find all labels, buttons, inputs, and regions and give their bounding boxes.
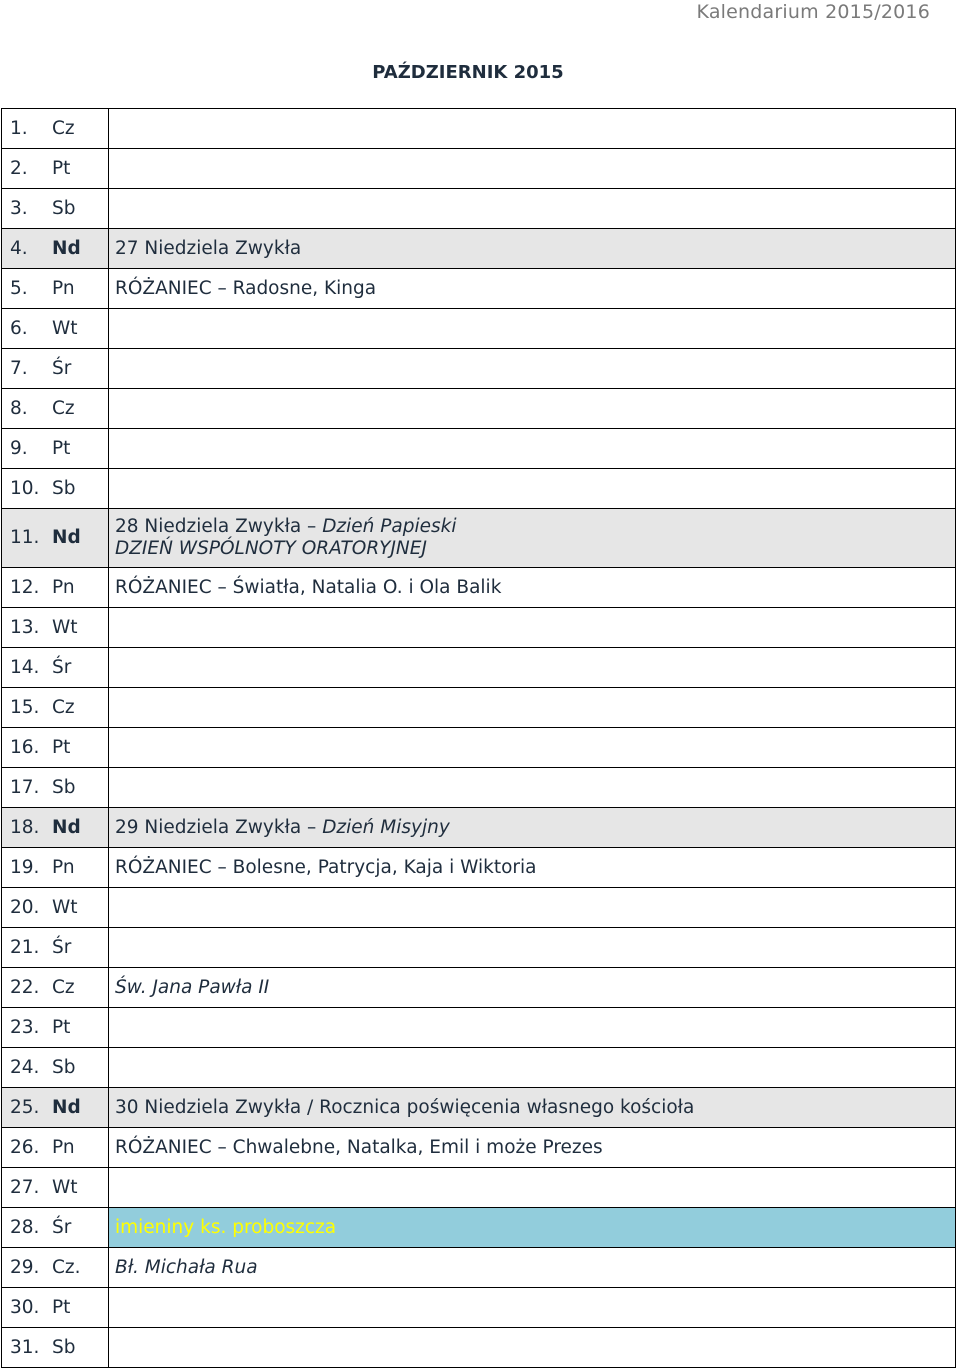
event-description [109,608,956,648]
weekday: Cz [50,968,109,1008]
calendar-row [2,1248,956,1288]
event-description [109,568,956,608]
calendar-row [2,189,956,229]
calendar-row [2,968,956,1008]
event-description [109,1088,956,1128]
event-text: 29 Niedziela Zwykła – [115,816,323,838]
calendar-row [2,568,956,608]
weekday: Pt [50,1288,109,1328]
weekday: Wt [50,608,109,648]
day-number: 9. [2,429,51,469]
event-description [109,888,956,928]
event-description [109,189,956,229]
calendar-row [2,469,956,509]
day-number: 19. [2,848,51,888]
day-number: 14. [2,648,51,688]
weekday: Pn [50,848,109,888]
event-italic-text: Dzień Misyjny [322,816,450,838]
event-line [115,977,949,999]
event-description [109,509,956,568]
weekday: Nd [50,509,109,568]
day-number: 12. [2,568,51,608]
event-italic-text: Bł. Michała Rua [115,1256,258,1278]
weekday: Śr [50,349,109,389]
weekday: Śr [50,1208,109,1248]
calendar-row [2,928,956,968]
month-title: PAŹDZIERNIK 2015 [372,62,564,83]
calendar-row [2,848,956,888]
event-description [109,1048,956,1088]
event-text: 27 Niedziela Zwykła [115,237,302,259]
event-line [115,238,949,260]
day-number: 26. [2,1128,51,1168]
day-number: 13. [2,608,51,648]
calendar-row [2,149,956,189]
day-number: 11. [2,509,51,568]
weekday: Cz [50,389,109,429]
event-description [109,1248,956,1288]
event-text: RÓŻANIEC – Światła, Natalia O. i Ola Balik [115,576,502,598]
event-description [109,768,956,808]
event-description [109,1288,956,1328]
day-number: 17. [2,768,51,808]
calendar-row [2,429,956,469]
calendar-row [2,888,956,928]
event-text: 30 Niedziela Zwykła / Rocznica poświęcenia własnego kościoła [115,1096,695,1118]
event-description [109,1128,956,1168]
calendar-row [2,229,956,269]
weekday: Pt [50,728,109,768]
day-number: 22. [2,968,51,1008]
weekday: Wt [50,1168,109,1208]
day-number: 2. [2,149,51,189]
event-description [109,269,956,309]
weekday: Sb [50,768,109,808]
event-line [115,857,949,879]
event-description [109,309,956,349]
event-description [109,928,956,968]
day-number: 3. [2,189,51,229]
event-text: RÓŻANIEC – Chwalebne, Natalka, Emil i może Prezes [115,1136,603,1158]
calendar-row [2,1288,956,1328]
event-italic-text: Św. Jana Pawła II [115,976,270,998]
weekday: Sb [50,1328,109,1368]
calendar-row [2,808,956,848]
calendar-row [2,768,956,808]
event-description [109,469,956,509]
weekday: Śr [50,928,109,968]
event-text: imieniny ks. proboszcza [115,1216,337,1238]
event-description [109,1008,956,1048]
weekday: Pn [50,568,109,608]
day-number: 24. [2,1048,51,1088]
event-text: RÓŻANIEC – Radosne, Kinga [115,277,377,299]
day-number: 29. [2,1248,51,1288]
calendar-row [2,608,956,648]
calendar-row [2,349,956,389]
day-number: 16. [2,728,51,768]
event-line [115,516,949,538]
event-line [115,1217,949,1239]
day-number: 21. [2,928,51,968]
weekday: Cz [50,109,109,149]
day-number: 8. [2,389,51,429]
day-number: 18. [2,808,51,848]
calendar-row [2,1048,956,1088]
day-number: 30. [2,1288,51,1328]
event-description [109,149,956,189]
calendar-row [2,309,956,349]
event-description [109,848,956,888]
calendar-row [2,1168,956,1208]
calendar-row [2,109,956,149]
calendar-row [2,389,956,429]
calendar-row [2,1128,956,1168]
weekday: Pn [50,269,109,309]
calendar-row [2,688,956,728]
calendar-row [2,1008,956,1048]
weekday: Sb [50,189,109,229]
weekday: Wt [50,888,109,928]
event-description [109,349,956,389]
calendar-table [1,108,956,1368]
day-number: 4. [2,229,51,269]
event-italic-text: Dzień Papieski [322,516,457,537]
weekday: Nd [50,229,109,269]
event-line [115,577,949,599]
day-number: 5. [2,269,51,309]
document-header-title: Kalendarium 2015/2016 [696,1,930,23]
event-description [109,1328,956,1368]
day-number: 7. [2,349,51,389]
weekday: Pt [50,1008,109,1048]
event-line [115,1257,949,1279]
event-text: 28 Niedziela Zwykła – [115,516,323,537]
event-description [109,688,956,728]
weekday: Sb [50,1048,109,1088]
event-description [109,109,956,149]
weekday: Śr [50,648,109,688]
event-description [109,728,956,768]
day-number: 25. [2,1088,51,1128]
day-number: 27. [2,1168,51,1208]
weekday: Nd [50,1088,109,1128]
event-line [115,817,949,839]
weekday: Wt [50,309,109,349]
event-text: RÓŻANIEC – Bolesne, Patrycja, Kaja i Wiktoria [115,856,537,878]
calendar-row [2,648,956,688]
event-line [115,1137,949,1159]
weekday: Pt [50,149,109,189]
weekday: Nd [50,808,109,848]
calendar-row [2,1088,956,1128]
weekday: Cz. [50,1248,109,1288]
day-number: 1. [2,109,51,149]
event-description [109,429,956,469]
calendar-row [2,1328,956,1368]
day-number: 10. [2,469,51,509]
weekday: Pn [50,1128,109,1168]
calendar-body [2,109,956,1368]
day-number: 23. [2,1008,51,1048]
event-line [115,278,949,300]
event-description [109,229,956,269]
event-description [109,648,956,688]
event-description [109,808,956,848]
calendar-row [2,1208,956,1248]
event-line [115,1097,949,1119]
day-number: 6. [2,309,51,349]
day-number: 28. [2,1208,51,1248]
weekday: Sb [50,469,109,509]
weekday: Pt [50,429,109,469]
calendar-row [2,509,956,568]
day-number: 31. [2,1328,51,1368]
event-description [109,968,956,1008]
weekday: Cz [50,688,109,728]
day-number: 20. [2,888,51,928]
event-description [109,1208,956,1248]
event-description [109,389,956,429]
event-description [109,1168,956,1208]
calendar-row [2,728,956,768]
event-second-line: DZIEŃ WSPÓLNOTY ORATORYJNEJ [115,538,427,559]
calendar-row [2,269,956,309]
day-number: 15. [2,688,51,728]
